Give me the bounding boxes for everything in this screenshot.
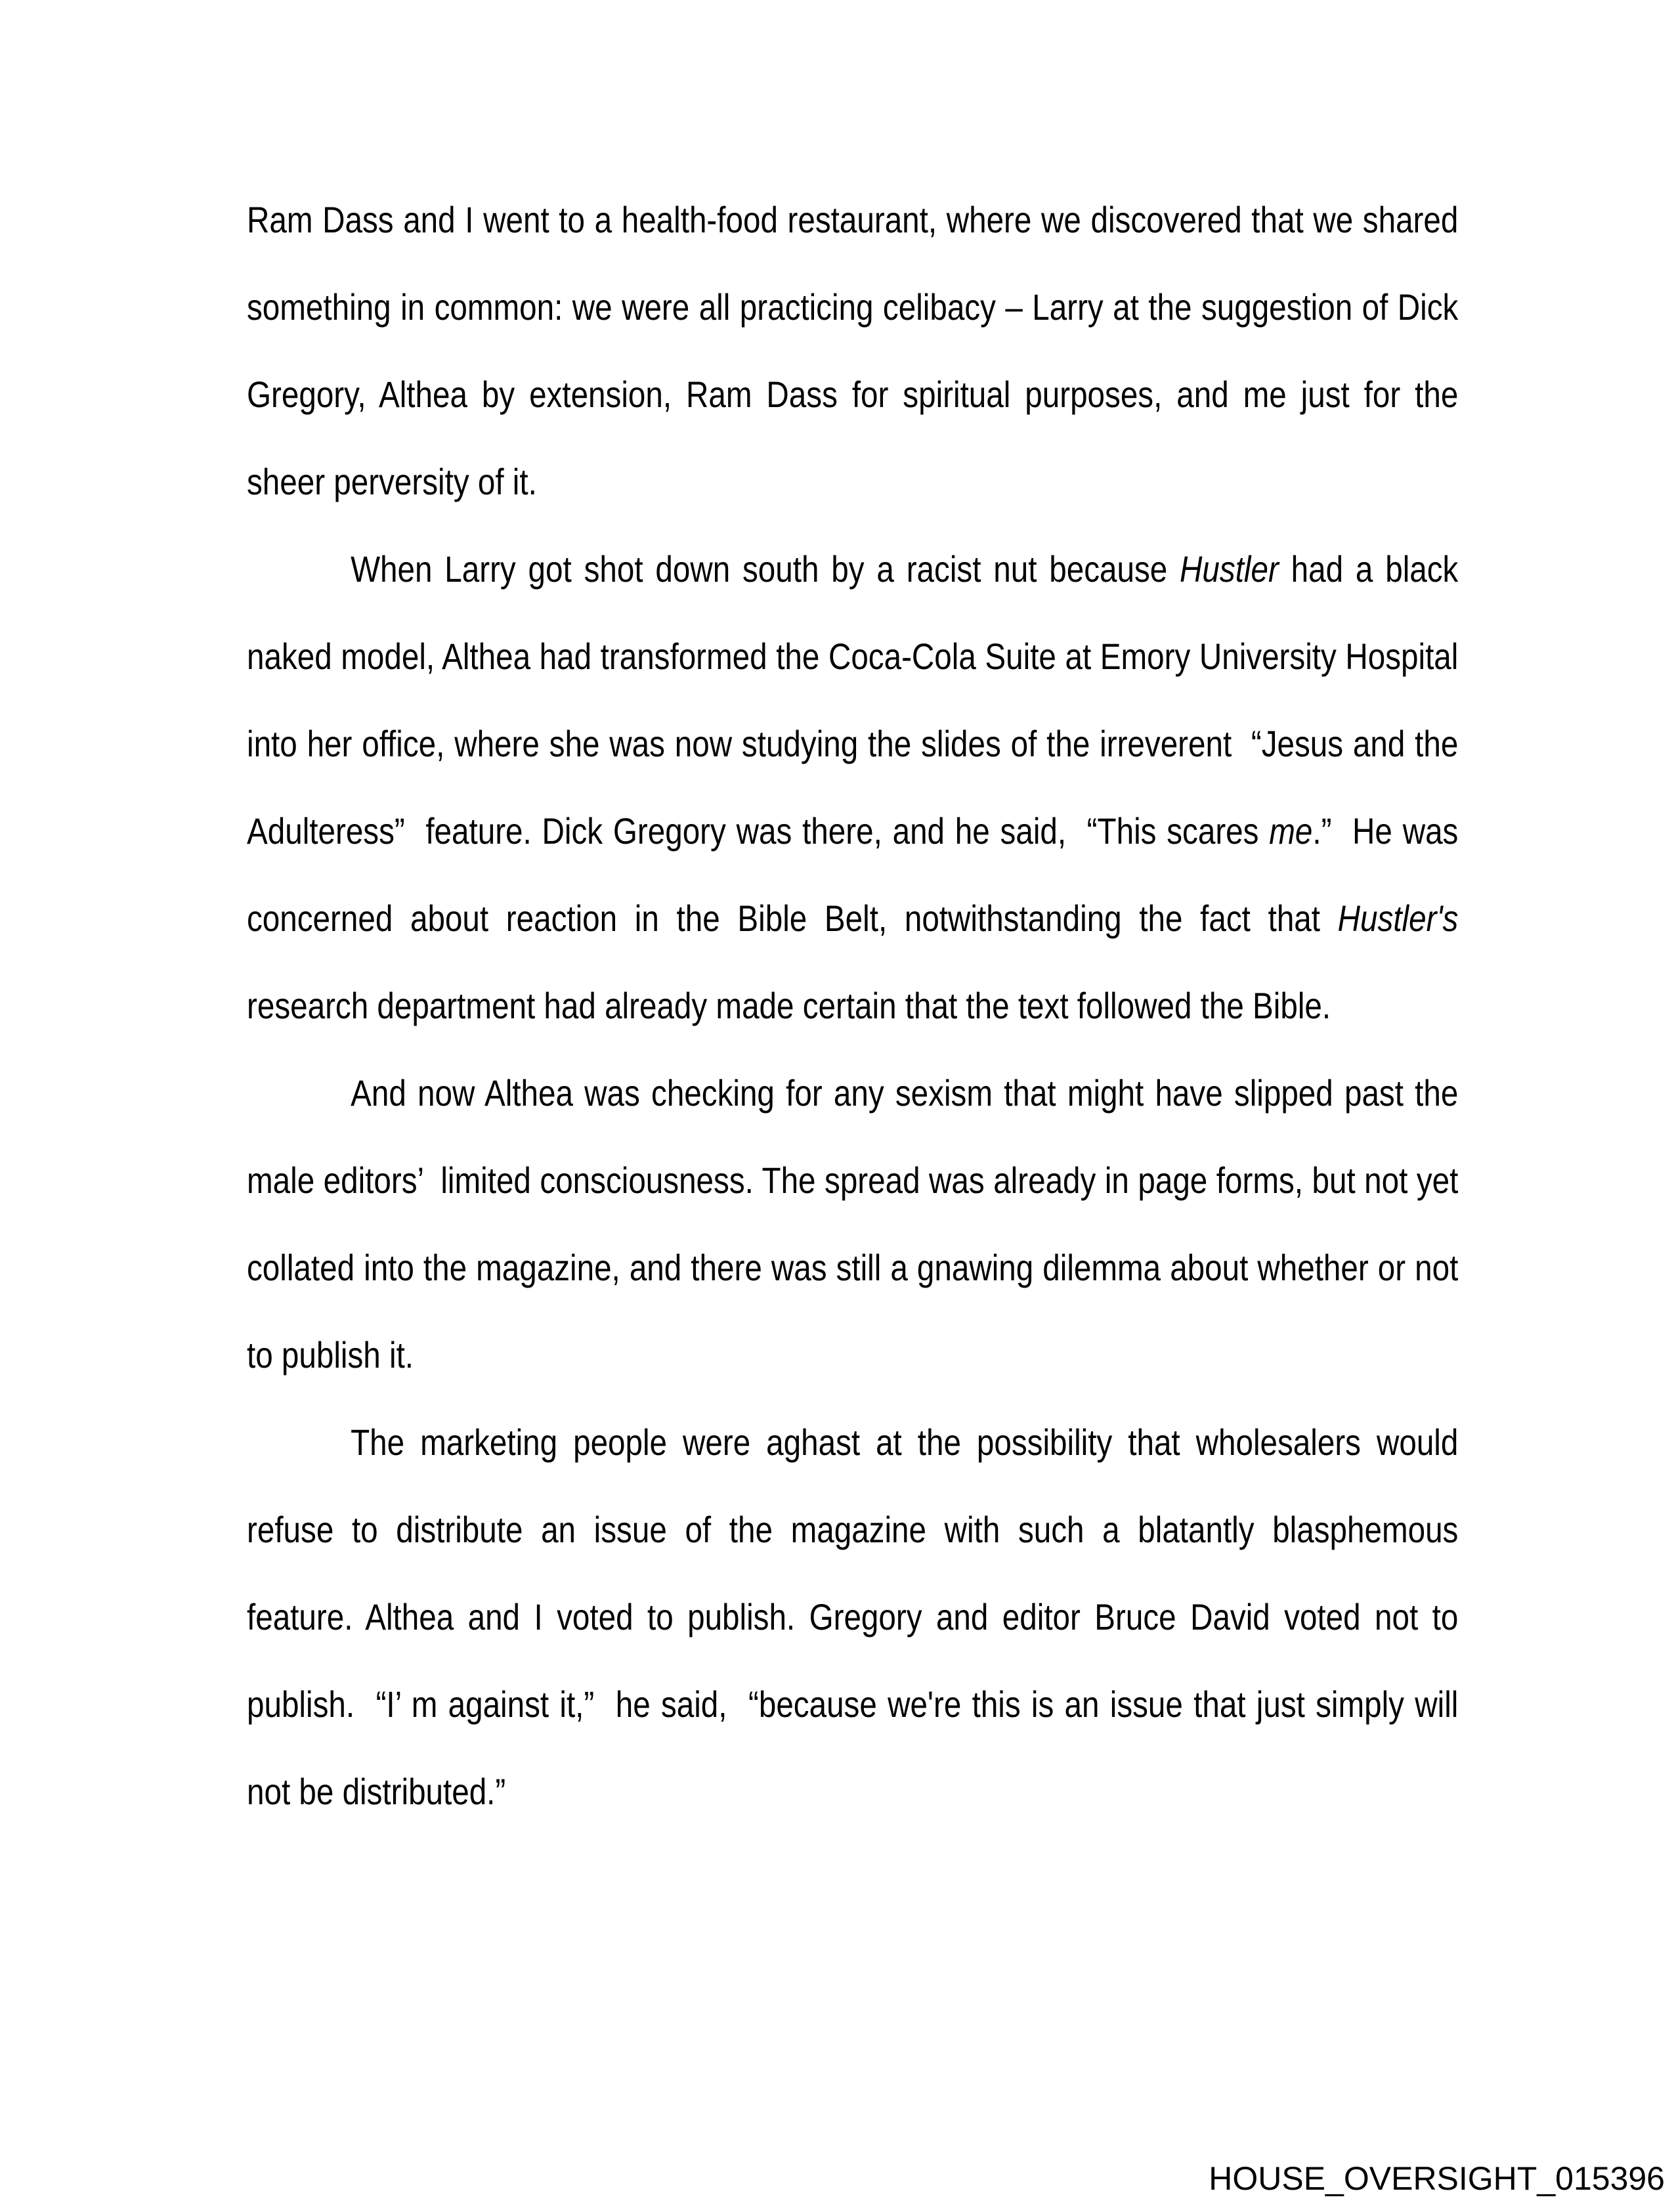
text-run: And now Althea was checking for any sexism that might have slipped past the male editors’ limited consciousness. The spread was already in page forms, but not yet collated into the magazine, and there was still a gnawing dilemma about whether or not to publish it. (247, 1072, 1467, 1376)
text-run: Ram Dass and I went to a health-food restaurant, where we discovered that we shared something in common: we were all practicing celibacy – Larry at the suggestion of Dick Gregory, Althea by extension, Ram Dass for spiritual purposes, and me just for the sheer perversity of it. (247, 199, 1467, 502)
paragraph (247, 176, 1467, 525)
italic-text-run: me (1269, 810, 1313, 852)
paragraph (247, 1049, 1467, 1399)
italic-text-run: Hustler (1180, 548, 1279, 590)
text-run: The marketing people were aghast at the possibility that wholesalers would refuse to distribute an issue of the magazine with such a blatantly blasphemous feature. Althea and I voted to publish. Gregory and editor Bruce David voted not to publish. “I’ m against it,” he said, “because we're this is an issue that just simply will not be distributed.” (247, 1421, 1467, 1812)
text-run: research department had already made certain that the text followed the Bible. (247, 898, 1467, 1026)
paragraph (247, 525, 1467, 1049)
italic-text-run: Hustler's (1337, 898, 1459, 939)
document-body (247, 176, 1467, 1835)
paragraph (247, 1399, 1467, 1835)
text-run: had a black naked model, Althea had transformed the Coca-Cola Suite at Emory University Hospital into her office, where she was now studying the slides of the irreverent “Jesus and the Adulteress” feature. Dick Gregory was there, and he said, “This scares (247, 548, 1467, 852)
bates-number: HOUSE_OVERSIGHT_015396 (1209, 2160, 1665, 2197)
text-run: .” He was concerned about reaction in the Bible Belt, notwithstanding the fact that (247, 810, 1467, 939)
text-run: When Larry got shot down south by a racist nut because (351, 548, 1180, 590)
